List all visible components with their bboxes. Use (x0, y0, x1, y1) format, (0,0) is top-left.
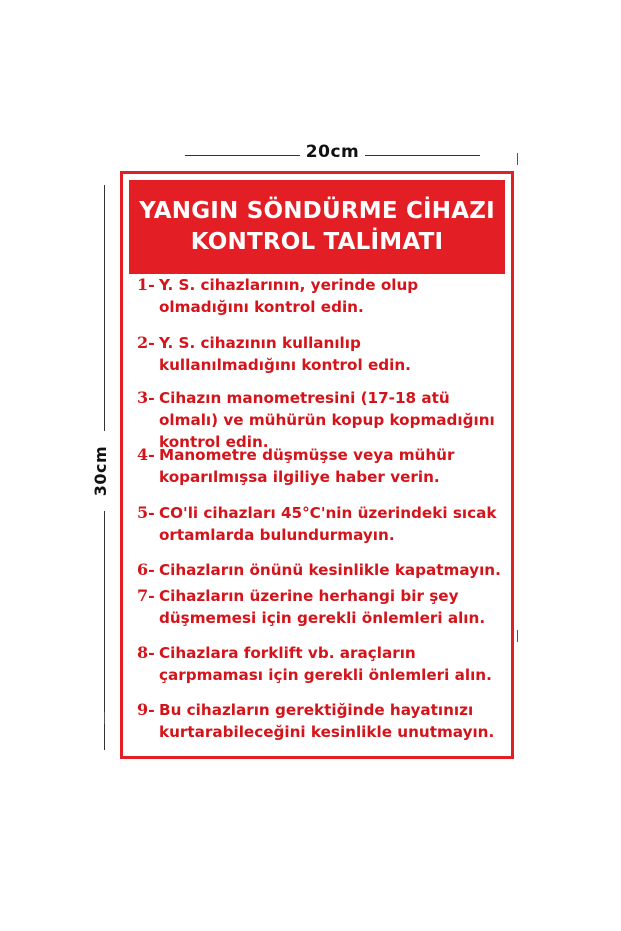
tick-mark (517, 153, 518, 165)
instruction-sign (120, 171, 514, 759)
item-text: Y. S. cihazının kullanılıp kullanılmadığını kontrol edin. (159, 334, 411, 374)
list-item (137, 274, 501, 318)
item-number: 1- (137, 275, 155, 294)
item-number: 7- (137, 586, 155, 605)
sign-title-line1: YANGIN SÖNDÜRME CİHAZI (139, 198, 495, 224)
item-number: 5- (137, 503, 155, 522)
item-number: 4- (137, 445, 155, 464)
item-text: CO'li cihazları 45°C'nin üzerindeki sıcak ortamlarda bulundurmayın. (159, 504, 497, 544)
list-item (137, 444, 501, 488)
list-item (137, 332, 501, 376)
item-text: Cihazın manometresini (17-18 atü olmalı) ve mühürün kopup kopmadığını kontrol edin. (159, 389, 495, 451)
item-number: 8- (137, 643, 155, 662)
item-number: 3- (137, 388, 155, 407)
width-dimension (185, 140, 480, 164)
width-dimension-line-right (365, 155, 480, 156)
list-item (137, 559, 501, 581)
tick-mark (104, 712, 105, 724)
height-label: 30cm (91, 431, 113, 511)
list-item (137, 642, 501, 686)
item-text: Manometre düşmüşse veya mühür koparılmışsa ilgiliye haber verin. (159, 446, 455, 486)
list-item (137, 699, 501, 743)
list-item (137, 585, 501, 629)
item-text: Y. S. cihazlarının, yerinde olup olmadığını kontrol edin. (159, 276, 419, 316)
item-number: 6- (137, 560, 155, 579)
sign-title-line2: KONTROL TALİMATI (190, 229, 444, 255)
item-number: 9- (137, 700, 155, 719)
tick-mark (517, 630, 518, 642)
item-text: Cihazların önünü kesinlikle kapatmayın. (159, 561, 501, 579)
width-dimension-line-left (185, 155, 300, 156)
list-item (137, 502, 501, 546)
sign-title-box (129, 180, 505, 274)
width-label: 20cm (305, 142, 360, 162)
item-number: 2- (137, 333, 155, 352)
item-text: Cihazların üzerine herhangi bir şey düşmemesi için gerekli önlemleri alın. (159, 587, 486, 627)
item-text: Cihazlara forklift vb. araçların çarpmaması için gerekli önlemleri alın. (159, 644, 492, 684)
item-text: Bu cihazların gerektiğinde hayatınızı kurtarabileceğini kesinlikle unutmayın. (159, 701, 495, 741)
